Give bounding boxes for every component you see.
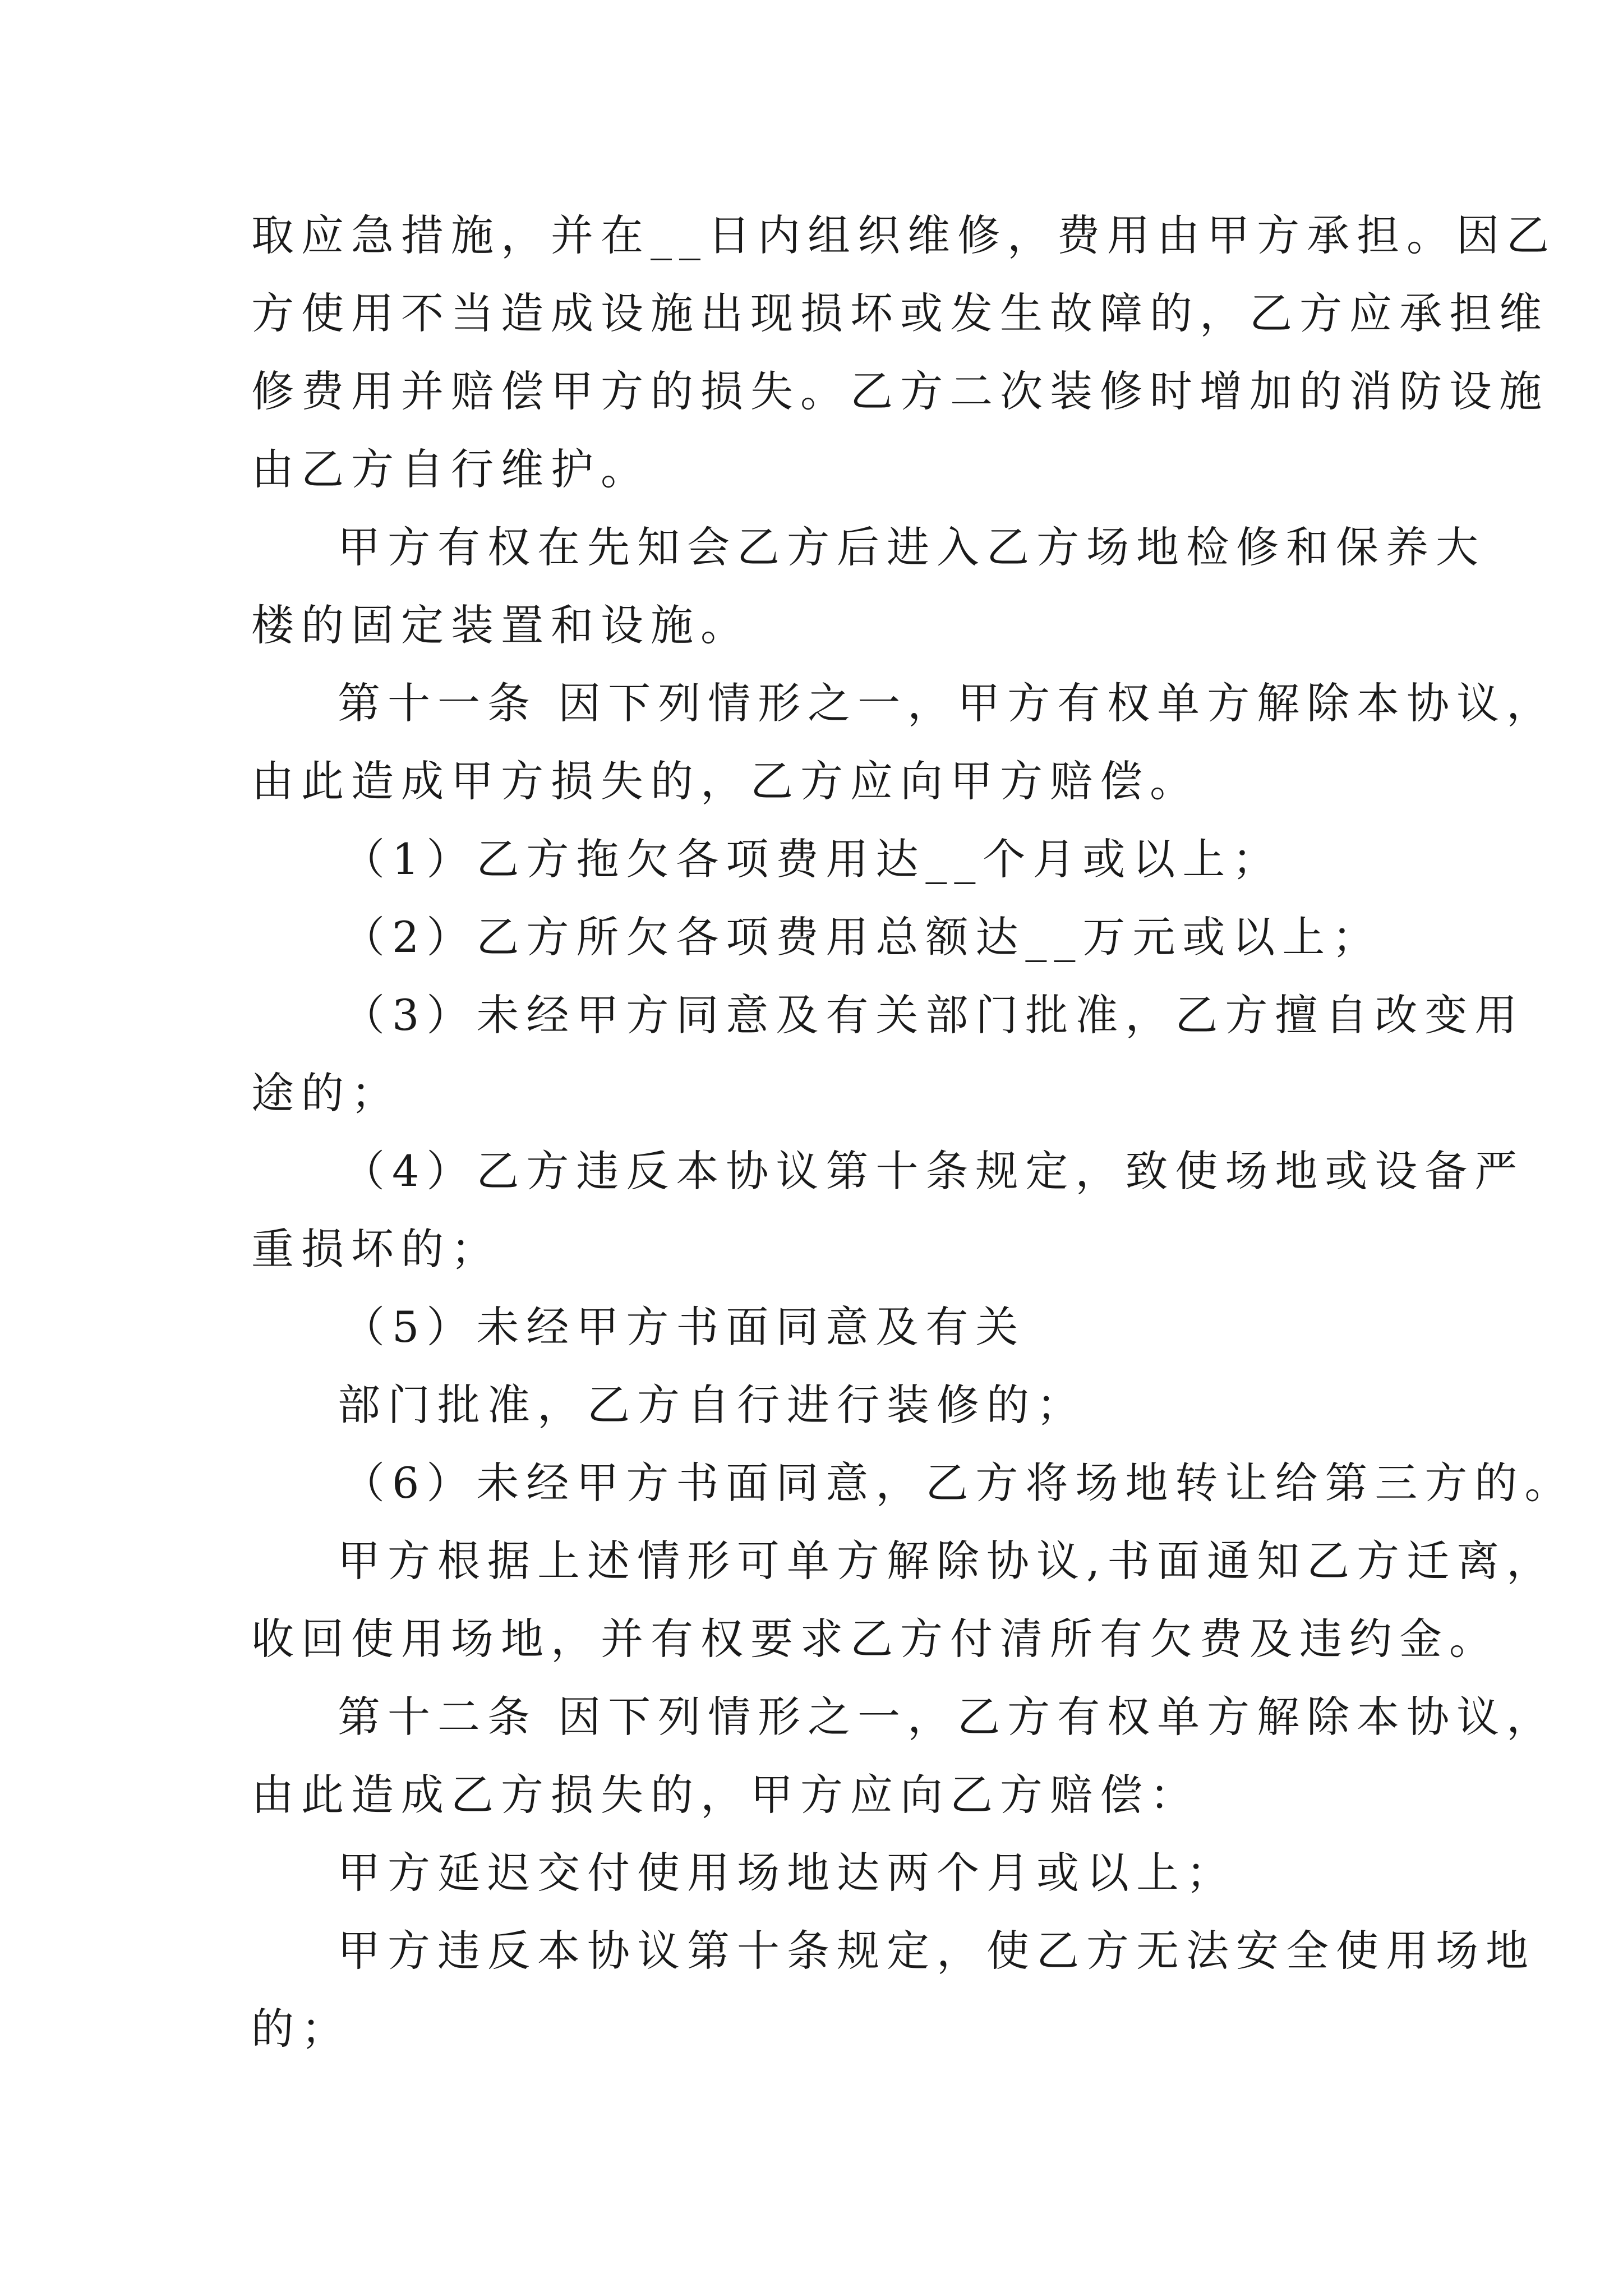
- paragraph-line: 取应急措施，并在__日内组织维修，费用由甲方承担。因乙: [251, 210, 1556, 260]
- list-item: （2）乙方所欠各项费用总额达__万元或以上；: [342, 912, 1382, 962]
- paragraph-line: 途的；: [251, 1068, 401, 1118]
- paragraph-line: 收回使用场地，并有权要求乙方付清所有欠费及违约金。: [251, 1614, 1499, 1664]
- paragraph-line: 重损坏的；: [251, 1224, 501, 1274]
- paragraph-line: 部门批准，乙方自行进行装修的；: [338, 1380, 1086, 1430]
- list-item: （5）未经甲方书面同意及有关: [342, 1302, 1026, 1352]
- paragraph-line: 方使用不当造成设施出现损坏或发生故障的，乙方应承担维: [251, 288, 1549, 338]
- paragraph-line: 由乙方自行维护。: [251, 444, 651, 494]
- paragraph-line: 甲方有权在先知会乙方后进入乙方场地检修和保养大: [338, 522, 1486, 572]
- list-item: （4）乙方违反本协议第十条规定，致使场地或设备严: [342, 1146, 1525, 1196]
- paragraph-line: 楼的固定装置和设施。: [251, 600, 750, 650]
- paragraph-line: 由此造成甲方损失的，乙方应向甲方赔偿。: [251, 756, 1200, 806]
- list-item: （1）乙方拖欠各项费用达__个月或以上；: [342, 834, 1283, 884]
- paragraph-line: 的；: [251, 2004, 351, 2054]
- article-heading-line: 第十二条 因下列情形之一，乙方有权单方解除本协议，: [338, 1692, 1557, 1742]
- paragraph-line: 由此造成乙方损失的，甲方应向乙方赔偿：: [251, 1770, 1200, 1820]
- paragraph-line: 修费用并赔偿甲方的损失。乙方二次装修时增加的消防设施: [251, 366, 1549, 416]
- list-item: （6）未经甲方书面同意，乙方将场地转让给第三方的。: [342, 1458, 1575, 1508]
- article-heading-line: 第十一条 因下列情形之一，甲方有权单方解除本协议，: [338, 678, 1557, 728]
- paragraph-line: 甲方根据上述情形可单方解除协议,书面通知乙方迁离，: [338, 1536, 1557, 1586]
- list-item: （3）未经甲方同意及有关部门批准，乙方擅自改变用: [342, 990, 1525, 1040]
- paragraph-line: 甲方违反本协议第十条规定，使乙方无法安全使用场地: [338, 1926, 1536, 1976]
- paragraph-line: 甲方延迟交付使用场地达两个月或以上；: [338, 1848, 1236, 1898]
